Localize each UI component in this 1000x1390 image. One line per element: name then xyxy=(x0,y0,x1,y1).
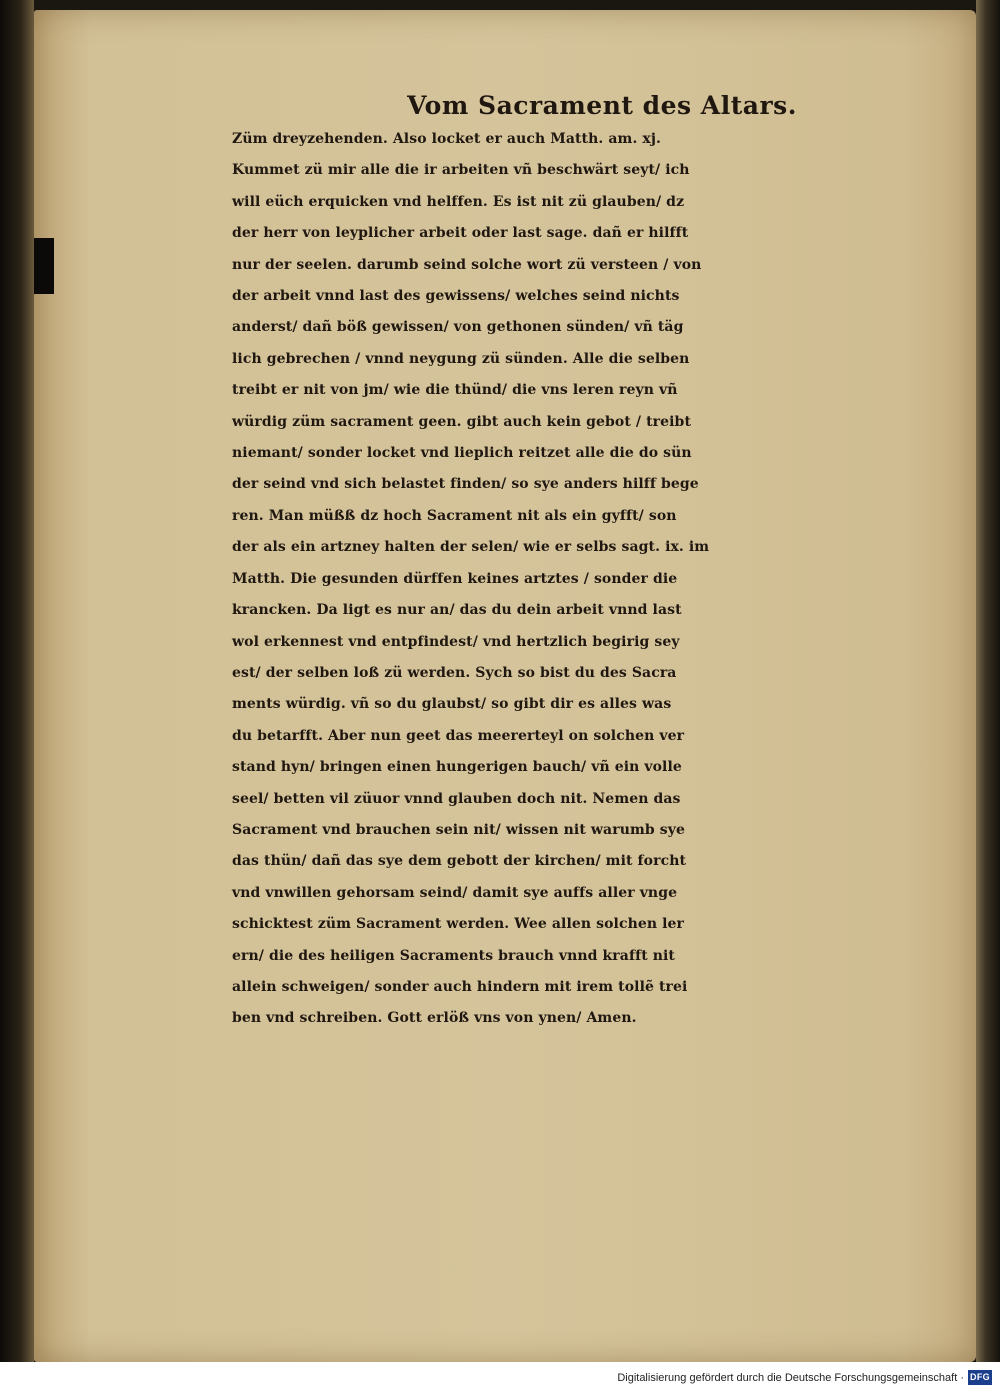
text-line: allein schweigen/ sonder auch hindern mit irem tollẽ trei xyxy=(232,978,688,995)
text-line: nur der seelen. darumb seind solche wort zü versteen / von xyxy=(232,256,702,273)
text-line: Züm dreyzehenden. Also locket er auch Matth. am. xj. xyxy=(232,131,661,147)
text-line: treibt er nit von jm/ wie die thünd/ die vns leren reyn vñ xyxy=(232,382,678,399)
text-line: ern/ die des heiligen Sacraments brauch vnnd krafft nit xyxy=(232,947,675,964)
text-line: wol erkennest vnd entpfindest/ vnd hertzlich begirig sey xyxy=(232,633,680,650)
bookmark-tab xyxy=(34,238,54,294)
text-line: schicktest züm Sacrament werden. Wee allen solchen ler xyxy=(232,916,685,933)
text-line: krancken. Da ligt es nur an/ das du dein arbeit vnnd last xyxy=(232,602,682,619)
footer-bar xyxy=(0,1362,1000,1390)
text-line: vnd vnwillen gehorsam seind/ damit sye auffs aller vnge xyxy=(232,884,678,901)
text-line: würdig züm sacrament geen. gibt auch kein gebot / treibt xyxy=(232,413,692,430)
text-line: Kummet zü mir alle die ir arbeiten vñ beschwärt seyt/ ich xyxy=(232,162,690,179)
text-line: Sacrament vnd brauchen sein nit/ wissen nit warumb sye xyxy=(232,821,685,838)
text-line: Matth. Die gesunden dürffen keines artztes / sonder die xyxy=(232,570,678,587)
text-line: das thün/ dañ das sye dem gebott der kirchen/ mit forcht xyxy=(232,853,687,870)
text-line: seel/ betten vil züuor vnnd glauben doch nit. Nemen das xyxy=(232,790,681,807)
text-line: der seind vnd sich belastet finden/ so sye anders hilff bege xyxy=(232,476,699,493)
text-line: du betarfft. Aber nun geet das meererteyl on solchen ver xyxy=(232,727,685,744)
binding-shadow xyxy=(0,0,34,1390)
text-line: der als ein artzney halten der selen/ wie er selbs sagt. ix. im xyxy=(232,539,710,556)
text-line: will eüch erquicken vnd helffen. Es ist nit zü glauben/ dz xyxy=(232,193,685,210)
running-head: Vom Sacrament des Altars. xyxy=(407,91,797,120)
text-line: anderst/ dañ böß gewissen/ von gethonen sünden/ vñ täg xyxy=(232,319,684,336)
dfg-logo: DFG xyxy=(968,1370,992,1385)
text-line: lich gebrechen / vnnd neygung zü sünden. Alle die selben xyxy=(232,350,690,367)
dfg-credit-text: Digitalisierung gefördert durch die Deutsche Forschungsgemeinschaft · xyxy=(617,1372,964,1384)
body-text xyxy=(232,124,932,1035)
page-text xyxy=(232,88,932,1035)
text-line: ren. Man müßß dz hoch Sacrament nit als ein gyfft/ son xyxy=(232,507,677,524)
text-line: der arbeit vnnd last des gewissens/ welches seind nichts xyxy=(232,288,680,305)
text-line: stand hyn/ bringen einen hungerigen bauch/ vñ ein volle xyxy=(232,759,682,776)
text-line: der herr von leyplicher arbeit oder last sage. dañ er hilfft xyxy=(232,225,689,242)
text-line: est/ der selben loß zü werden. Sych so bist du des Sacra xyxy=(232,664,677,681)
text-line: ments würdig. vñ so du glaubst/ so gibt dir es alles was xyxy=(232,696,672,713)
right-page-edge xyxy=(976,0,1000,1390)
text-line: ben vnd schreiben. Gott erlöß vns von ynen/ Amen. xyxy=(232,1010,637,1027)
text-line: niemant/ sonder locket vnd lieplich reitzet alle die do sün xyxy=(232,445,692,462)
